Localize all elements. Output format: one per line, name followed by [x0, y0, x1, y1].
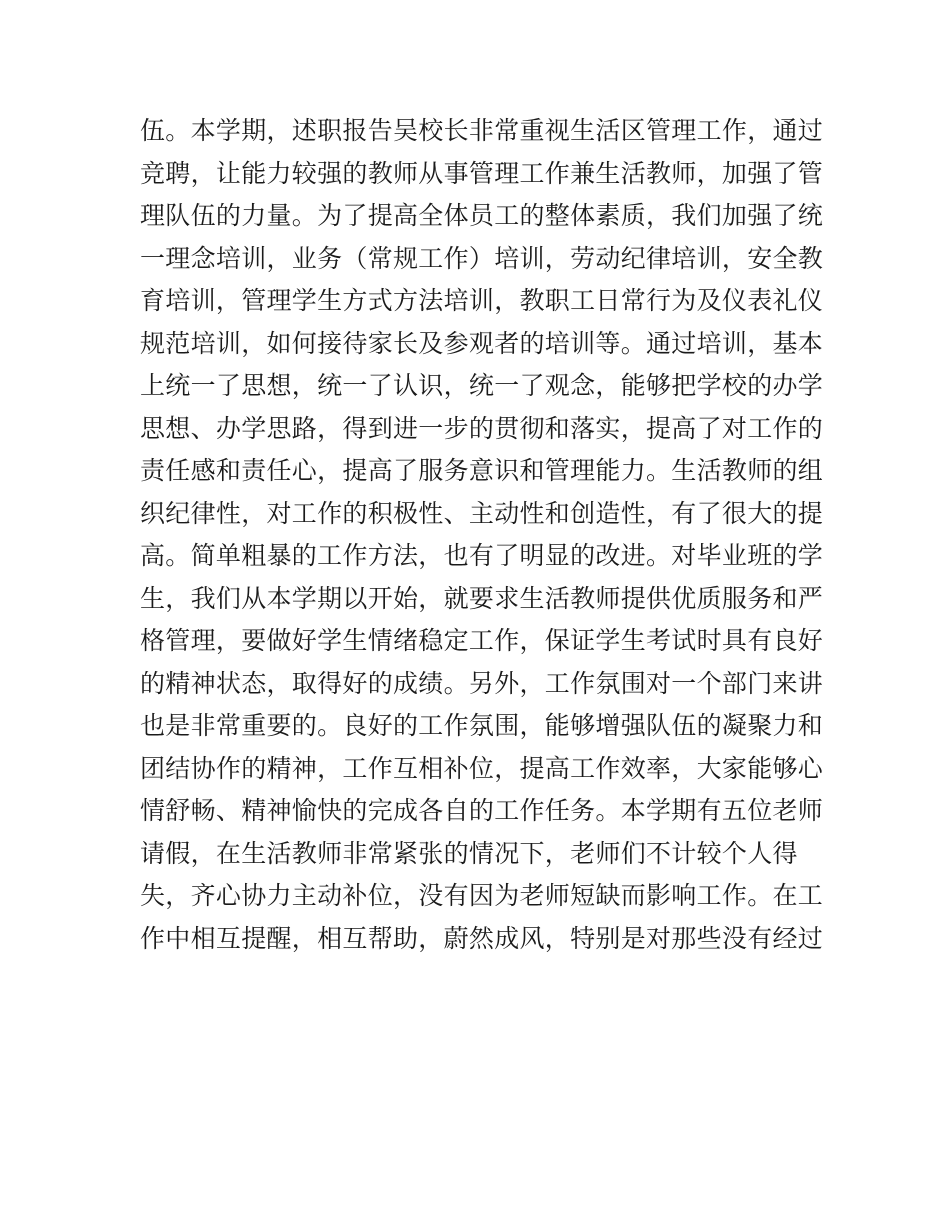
- text-line: 竞聘，让能力较强的教师从事管理工作兼生活教师，加强了管: [140, 158, 824, 188]
- text-line: 情舒畅、精神愉快的完成各自的工作任务。本学期有五位老师: [140, 796, 824, 825]
- text-line: 一理念培训，业务（常规工作）培训，劳动纪律培训，安全教: [140, 243, 824, 273]
- text-line: 失，齐心协力主动补位，没有因为老师短缺而影响工作。在工: [140, 881, 824, 910]
- text-line: 生，我们从本学期以开始，就要求生活教师提供优质服务和严: [140, 583, 824, 613]
- body-paragraph: [140, 110, 824, 960]
- text-line: 织纪律性，对工作的积极性、主动性和创造性，有了很大的提: [140, 498, 824, 528]
- text-line: 规范培训，如何接待家长及参观者的培训等。通过培训，基本: [140, 328, 824, 358]
- text-line: 团结协作的精神，工作互相补位，提高工作效率，大家能够心: [140, 753, 824, 783]
- text-line: 的精神状态，取得好的成绩。另外，工作氛围对一个部门来讲: [140, 668, 824, 698]
- text-line: 上统一了思想，统一了认识，统一了观念，能够把学校的办学: [140, 371, 824, 400]
- text-line: 理队伍的力量。为了提高全体员工的整体素质，我们加强了统: [140, 201, 824, 230]
- text-line: 育培训，管理学生方式方法培训，教职工日常行为及仪表礼仪: [140, 286, 824, 315]
- text-line: 伍。本学期，述职报告吴校长非常重视生活区管理工作，通过: [140, 116, 824, 145]
- text-line: 也是非常重要的。良好的工作氛围，能够增强队伍的凝聚力和: [140, 711, 824, 740]
- text-line: 责任感和责任心，提高了服务意识和管理能力。生活教师的组: [140, 456, 824, 485]
- text-line: 请假，在生活教师非常紧张的情况下，老师们不计较个人得: [140, 838, 798, 868]
- text-line: 格管理，要做好学生情绪稳定工作，保证学生考试时具有良好: [140, 626, 824, 655]
- text-line: 作中相互提醒，相互帮助，蔚然成风，特别是对那些没有经过: [140, 923, 824, 953]
- text-line: 思想、办学思路，得到进一步的贯彻和落实，提高了对工作的: [140, 413, 824, 443]
- text-line: 高。简单粗暴的工作方法，也有了明显的改进。对毕业班的学: [140, 541, 824, 570]
